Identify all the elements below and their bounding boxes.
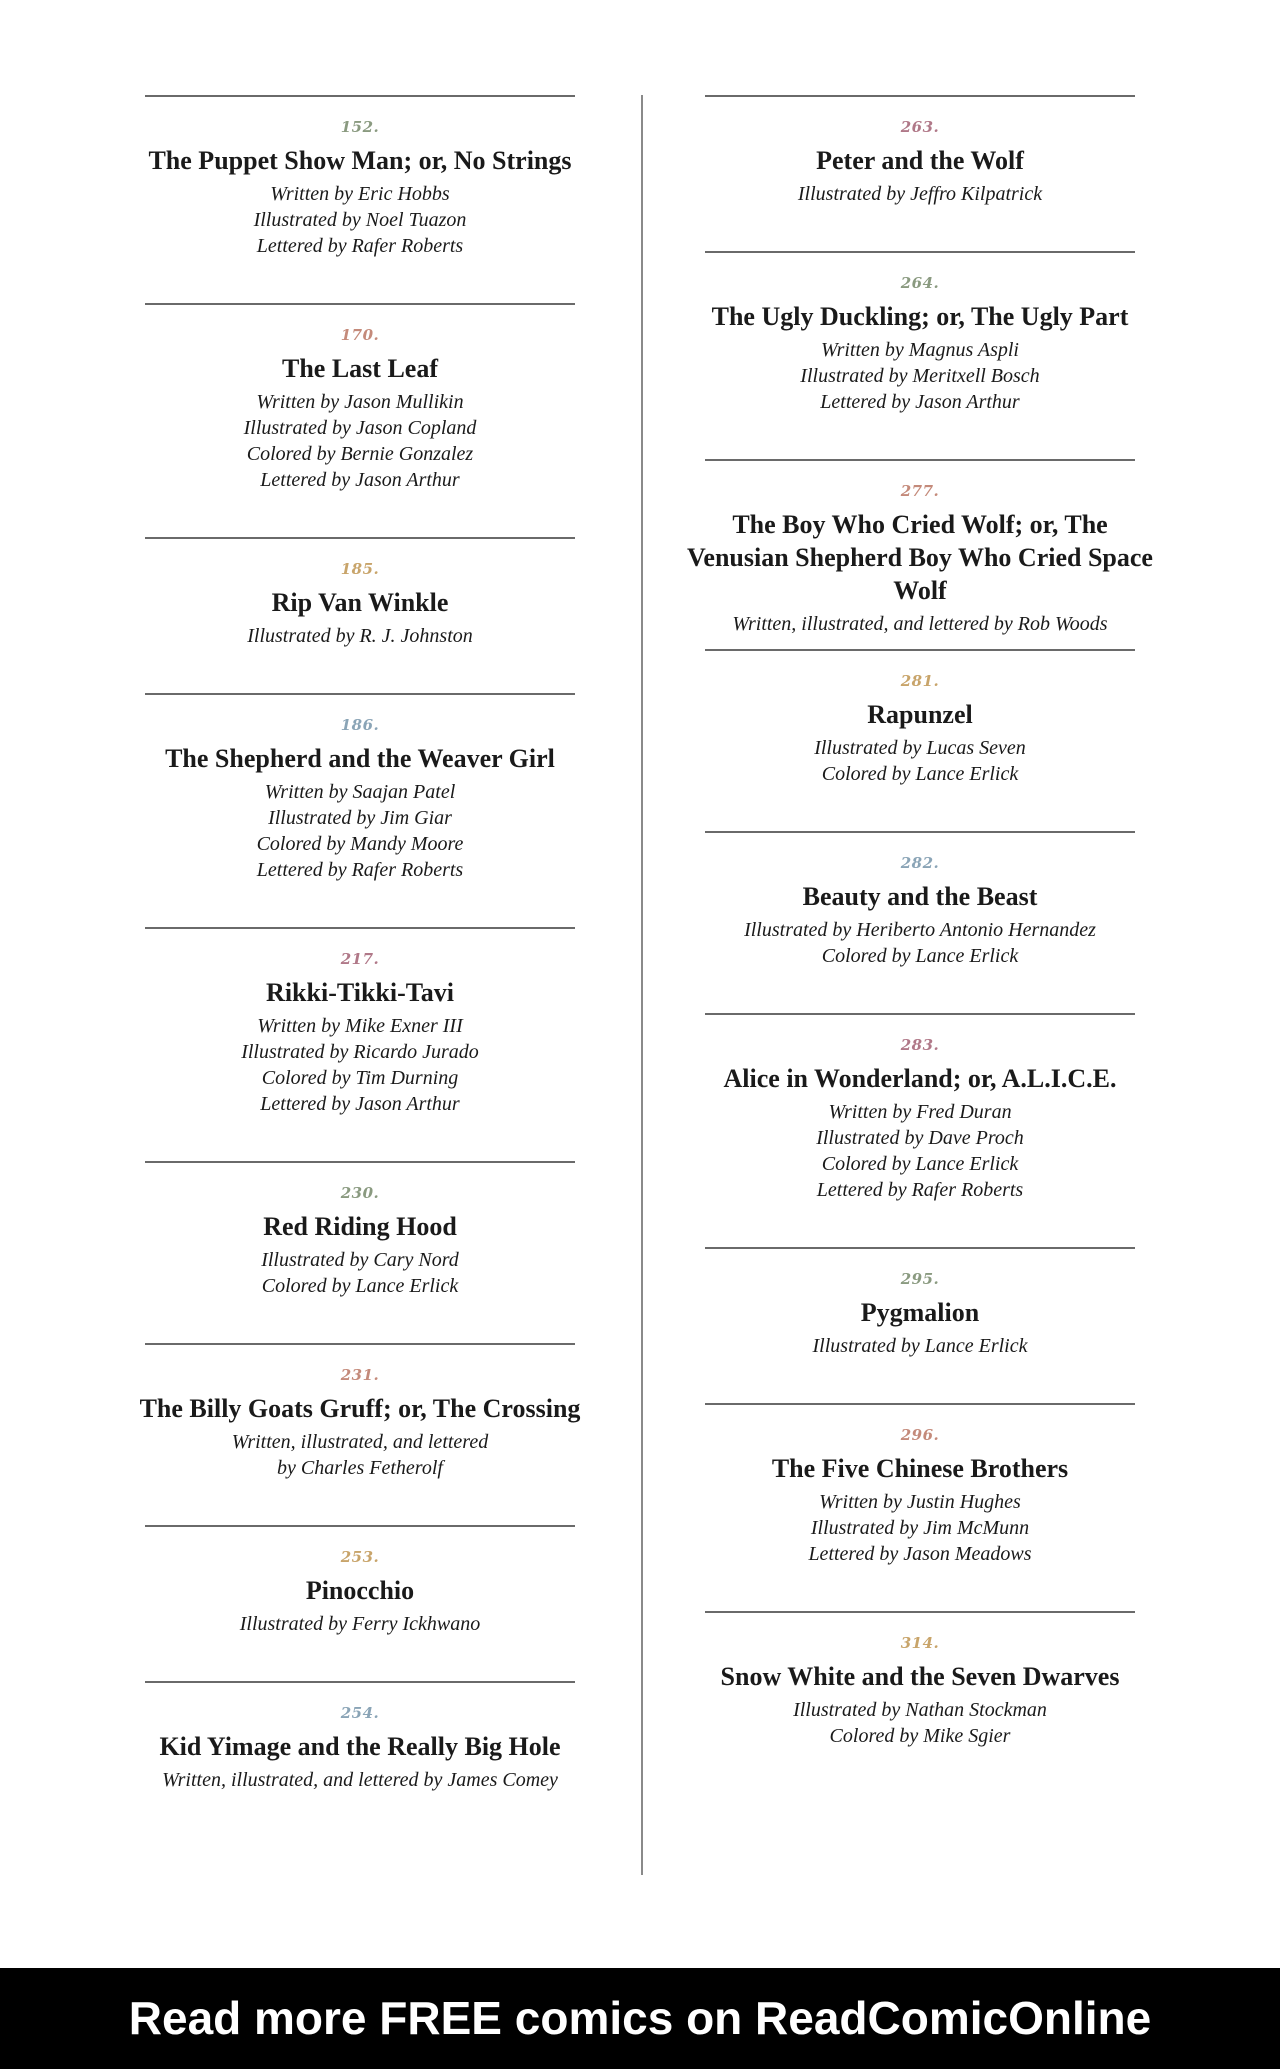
credits-list xyxy=(145,181,575,259)
toc-entry xyxy=(145,1525,575,1681)
credits-list xyxy=(705,735,1135,787)
credits-list xyxy=(705,181,1135,207)
credit-line: Illustrated by Jim Giar xyxy=(268,807,452,829)
page-number: 186. xyxy=(340,716,380,734)
story-title[interactable]: Kid Yimage and the Really Big Hole xyxy=(159,1732,561,1761)
credits-list xyxy=(705,917,1135,969)
credit-line: Illustrated by Jason Copland xyxy=(243,417,477,439)
credit-line: Illustrated by Ferry Ickhwano xyxy=(239,1613,481,1635)
credits-list xyxy=(145,1611,575,1637)
page-number: 254. xyxy=(340,1704,380,1722)
story-title[interactable]: Rapunzel xyxy=(867,700,973,729)
credits-list xyxy=(145,1767,575,1793)
credit-line: Illustrated by Meritxell Bosch xyxy=(800,365,1040,387)
toc-entry xyxy=(705,1013,1135,1247)
credit-line: Illustrated by Jim McMunn xyxy=(810,1517,1030,1539)
story-title[interactable]: The Boy Who Cried Wolf; or, The Venusian Shepherd Boy Who Cried Space Wolf xyxy=(687,510,1153,605)
credit-line: Illustrated by Lucas Seven xyxy=(814,737,1026,759)
credit-line: Illustrated by Cary Nord xyxy=(261,1249,459,1271)
credit-line: Written by Magnus Aspli xyxy=(821,339,1019,361)
toc-entry xyxy=(705,649,1135,831)
credit-line: Lettered by Jason Arthur xyxy=(260,1093,460,1115)
toc-entry xyxy=(145,95,575,303)
credit-line: by Charles Fetherolf xyxy=(277,1457,443,1479)
page-number: 295. xyxy=(900,1270,940,1288)
credits-list xyxy=(145,623,575,649)
credit-line: Written, illustrated, and lettered xyxy=(231,1431,489,1453)
credit-line: Colored by Mandy Moore xyxy=(256,833,464,855)
page-number: 152. xyxy=(340,118,380,136)
page-number: 217. xyxy=(340,950,380,968)
story-title[interactable]: Pygmalion xyxy=(860,1298,980,1327)
credits-list xyxy=(145,779,575,883)
credit-line: Colored by Mike Sgier xyxy=(829,1725,1011,1747)
credit-line: Illustrated by Ricardo Jurado xyxy=(241,1041,479,1063)
toc-entry xyxy=(145,927,575,1161)
toc-left-column xyxy=(139,95,581,1839)
credit-line: Written by Saajan Patel xyxy=(264,781,456,803)
credit-line: Illustrated by Jeffro Kilpatrick xyxy=(797,183,1043,205)
credit-line: Illustrated by Noel Tuazon xyxy=(253,209,467,231)
credit-line: Lettered by Jason Arthur xyxy=(820,391,1020,413)
credits-list xyxy=(705,1697,1135,1749)
story-title[interactable]: Rikki-Tikki-Tavi xyxy=(266,978,454,1007)
page-number: 277. xyxy=(900,482,940,500)
page-number: 281. xyxy=(900,672,940,690)
credit-line: Lettered by Jason Arthur xyxy=(260,469,460,491)
credit-line: Written, illustrated, and lettered by James Comey xyxy=(162,1769,558,1791)
page-number: 264. xyxy=(900,274,940,292)
story-title[interactable]: The Five Chinese Brothers xyxy=(771,1454,1069,1483)
page-number: 296. xyxy=(900,1426,940,1444)
toc-right-column xyxy=(687,95,1153,1769)
credit-line: Colored by Lance Erlick xyxy=(261,1275,459,1297)
page-number: 283. xyxy=(900,1036,940,1054)
toc-entry xyxy=(705,1403,1135,1611)
credit-line: Illustrated by Nathan Stockman xyxy=(793,1699,1047,1721)
credits-list xyxy=(145,1429,575,1481)
credit-line: Written by Fred Duran xyxy=(828,1101,1012,1123)
toc-entry xyxy=(705,251,1135,459)
toc-entry xyxy=(687,459,1153,649)
story-title[interactable]: Alice in Wonderland; or, A.L.I.C.E. xyxy=(723,1064,1117,1093)
story-title[interactable]: The Last Leaf xyxy=(282,354,438,383)
toc-entry xyxy=(705,95,1135,251)
toc-entry xyxy=(145,693,575,927)
credits-list xyxy=(705,1099,1135,1203)
credit-line: Written by Mike Exner III xyxy=(257,1015,463,1037)
credit-line: Written by Eric Hobbs xyxy=(270,183,450,205)
page-number: 314. xyxy=(900,1634,940,1652)
story-title[interactable]: The Ugly Duckling; or, The Ugly Part xyxy=(711,302,1129,331)
credits-list xyxy=(145,389,575,493)
credit-line: Lettered by Rafer Roberts xyxy=(816,1179,1024,1201)
story-title[interactable]: The Billy Goats Gruff; or, The Crossing xyxy=(139,1394,581,1423)
toc-entry xyxy=(705,831,1135,1013)
toc-entry xyxy=(705,1247,1135,1403)
story-title[interactable]: Peter and the Wolf xyxy=(816,146,1024,175)
credit-line: Lettered by Jason Meadows xyxy=(808,1543,1032,1565)
credits-list xyxy=(145,1247,575,1299)
promo-banner[interactable]: Read more FREE comics on ReadComicOnline xyxy=(0,1968,1280,2069)
column-divider xyxy=(641,95,643,1875)
credits-list xyxy=(705,1489,1135,1567)
credit-line: Written by Jason Mullikin xyxy=(256,391,464,413)
page-number: 231. xyxy=(340,1366,380,1384)
credit-line: Illustrated by Heriberto Antonio Hernandez xyxy=(744,919,1096,941)
credit-line: Colored by Lance Erlick xyxy=(821,1153,1019,1175)
credit-line: Illustrated by Lance Erlick xyxy=(812,1335,1028,1357)
toc-entry xyxy=(145,1161,575,1343)
story-title[interactable]: The Shepherd and the Weaver Girl xyxy=(165,744,555,773)
credit-line: Colored by Lance Erlick xyxy=(821,945,1019,967)
page-number: 253. xyxy=(340,1548,380,1566)
story-title[interactable]: The Puppet Show Man; or, No Strings xyxy=(148,146,572,175)
toc-entry xyxy=(139,1343,581,1525)
story-title[interactable]: Pinocchio xyxy=(305,1576,415,1605)
credits-list xyxy=(705,1333,1135,1359)
credit-line: Lettered by Rafer Roberts xyxy=(256,235,464,257)
credit-line: Colored by Tim Durning xyxy=(261,1067,459,1089)
credit-line: Colored by Bernie Gonzalez xyxy=(246,443,474,465)
credits-list xyxy=(705,611,1135,637)
toc-entry xyxy=(145,537,575,693)
page-number: 282. xyxy=(900,854,940,872)
toc-entry xyxy=(705,1611,1135,1769)
credit-line: Lettered by Rafer Roberts xyxy=(256,859,464,881)
page-number: 185. xyxy=(340,560,380,578)
page-number: 170. xyxy=(340,326,380,344)
story-title[interactable]: Snow White and the Seven Dwarves xyxy=(720,1662,1120,1691)
page-number: 263. xyxy=(900,118,940,136)
story-title[interactable]: Rip Van Winkle xyxy=(271,588,449,617)
credit-line: Illustrated by R. J. Johnston xyxy=(247,625,473,647)
page-number: 230. xyxy=(340,1184,380,1202)
credit-line: Illustrated by Dave Proch xyxy=(816,1127,1024,1149)
credits-list xyxy=(705,337,1135,415)
credits-list xyxy=(145,1013,575,1117)
toc-entry xyxy=(145,1681,575,1839)
story-title[interactable]: Beauty and the Beast xyxy=(802,882,1038,911)
credit-line: Colored by Lance Erlick xyxy=(821,763,1019,785)
story-title[interactable]: Red Riding Hood xyxy=(263,1212,457,1241)
credit-line: Written by Justin Hughes xyxy=(819,1491,1021,1513)
credit-line: Written, illustrated, and lettered by Rob Woods xyxy=(732,613,1108,635)
toc-entry xyxy=(145,303,575,537)
